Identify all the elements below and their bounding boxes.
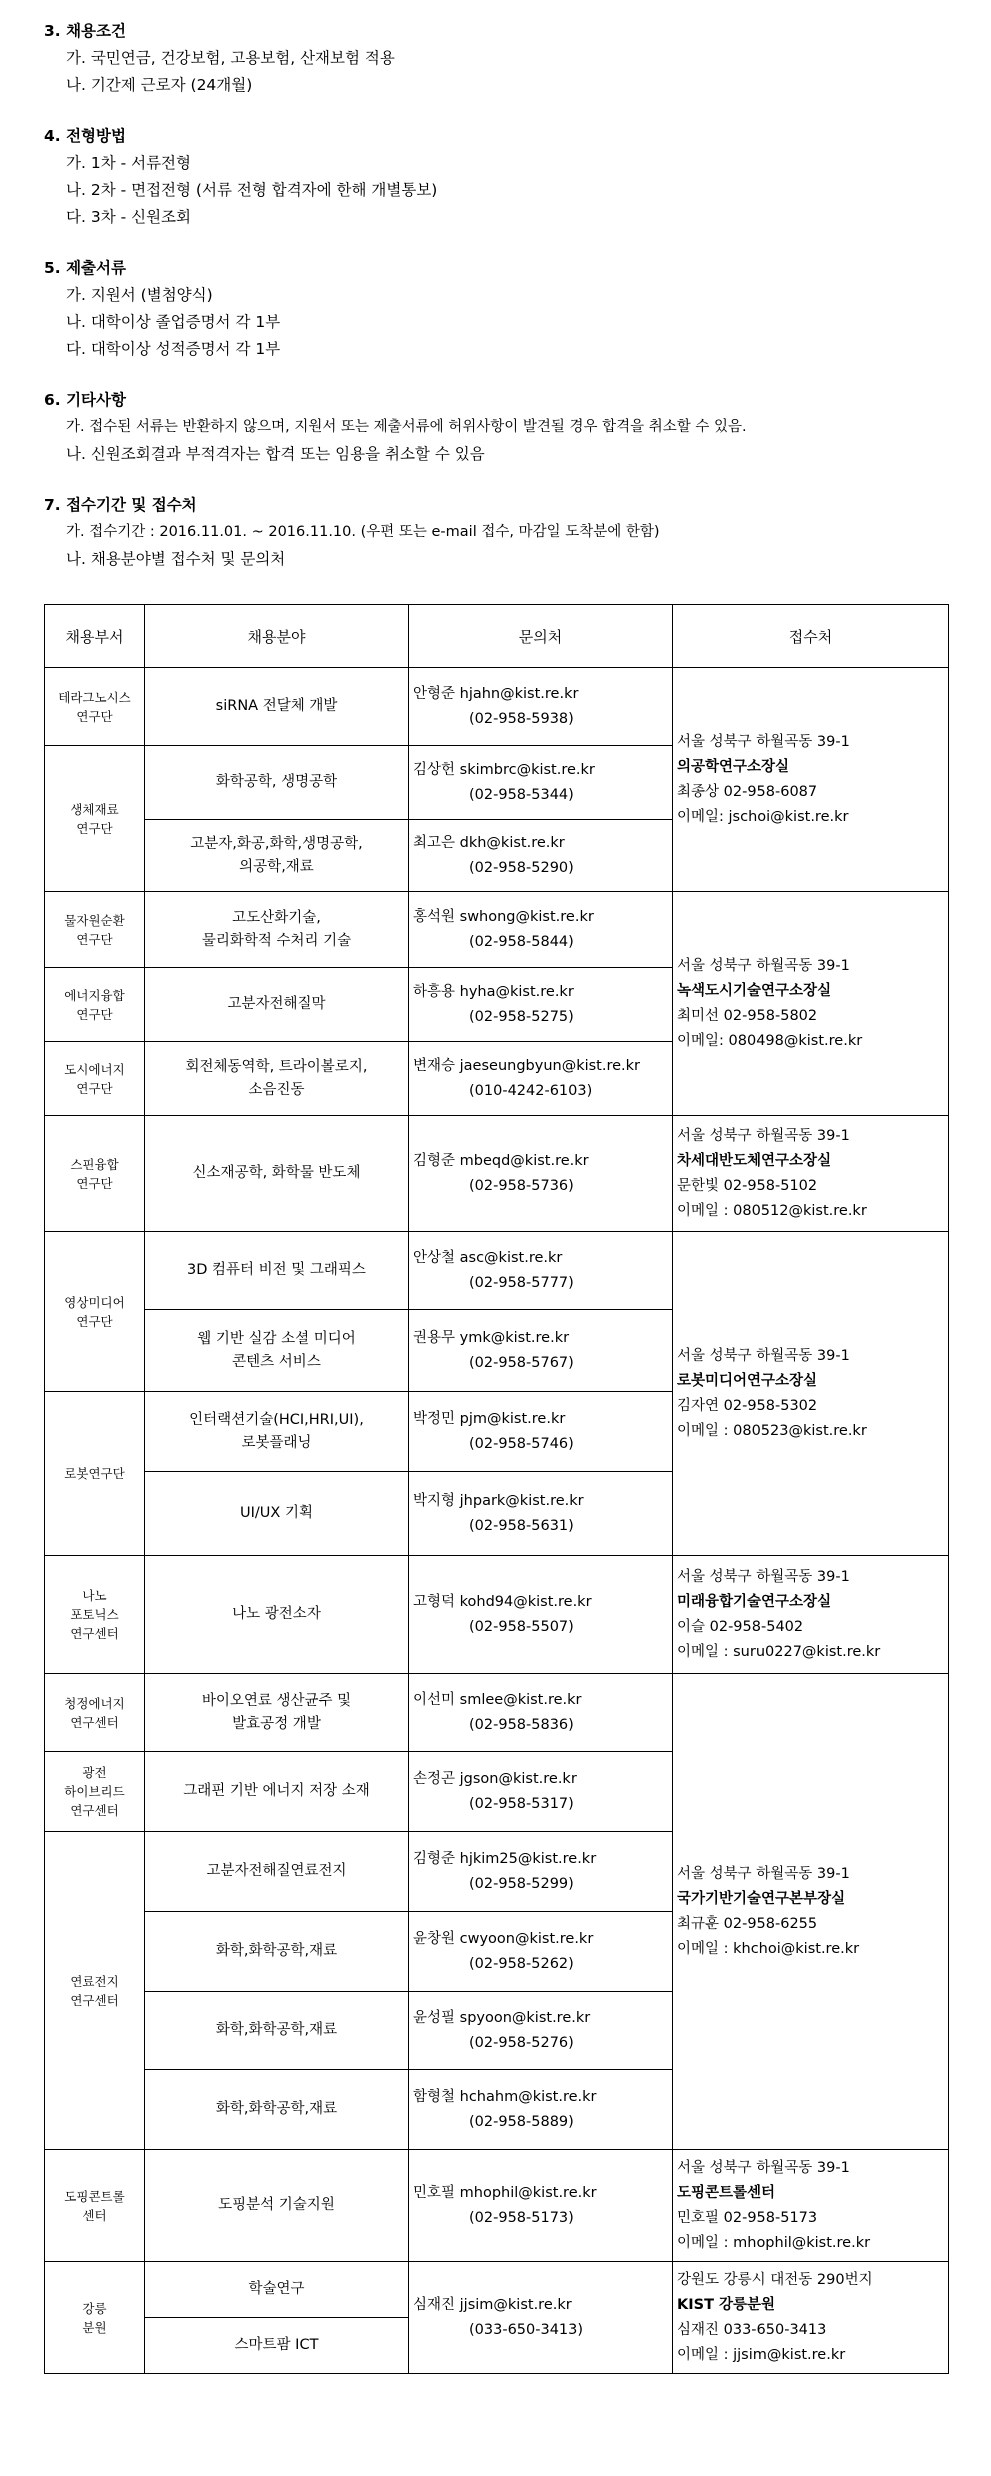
section-item: 나. 기간제 근로자 (24개월) [66,76,253,94]
table-row [45,2262,949,2318]
contact-email-link[interactable]: jjsim@kist.re.kr [459,2296,572,2313]
field-name: 발효공정 개발 [232,1715,321,1732]
dept-name: 테라그노시스 [58,689,131,705]
dept-name: 연구센터 [70,1803,119,1818]
recruitment-table [44,604,949,2374]
dept-name: 분원 [82,2319,107,2335]
field-name: 인터랙션기술(HCI,HRI,UI), [189,1411,364,1428]
field-name: 도핑분석 기술지원 [218,2197,335,2213]
header-contact: 문의처 [409,605,673,668]
contact-phone: (02-958-5777) [469,1274,574,1291]
contact-cell [409,892,673,968]
field-name: 신소재공학, 화학물 반도체 [192,1165,361,1181]
header-field: 채용분야 [145,605,409,668]
section-documents [44,255,964,363]
dept-name: 생체재료 [70,801,119,817]
contact-phone: (02-958-5767) [469,1354,574,1371]
field-name: 나노 광전소자 [232,1606,321,1622]
section-item: 다. 대학이상 성적증명서 각 1부 [66,340,281,358]
contact-name: 윤성필 [413,2009,456,2026]
field-name: 회전체동역학, 트라이볼로지, [185,1058,368,1075]
contact-email-link[interactable]: ymk@kist.re.kr [459,1329,570,1346]
contact-name: 안형준 [413,685,456,702]
field-name: 의공학,재료 [239,858,314,875]
dept-name: 연구센터 [70,1714,119,1730]
field-cell [145,1674,409,1752]
contact-cell [409,1232,673,1310]
contact-cell [409,2070,673,2150]
dept-name: 연구단 [76,1313,113,1329]
contact-cell [409,1674,673,1752]
field-cell [145,1232,409,1310]
contact-line [413,2085,668,2110]
field-cell [145,2070,409,2150]
document-sections [44,18,964,597]
receiver-office: 로봇미디어연구소장실 [677,1372,818,1389]
section-heading: 6. 기타사항 [44,391,126,409]
field-cell [145,1992,409,2070]
section-employment-terms [44,18,964,99]
contact-cell [409,1042,673,1116]
contact-email-link[interactable]: pjm@kist.re.kr [459,1410,566,1427]
section-item: 나. 채용분야별 접수처 및 문의처 [66,550,286,568]
field-name: 웹 기반 실감 소셜 미디어 [197,1330,356,1347]
field-name: 고분자,화공,화학,생명공학, [190,835,363,852]
dept-name: 로봇연구단 [64,1466,125,1481]
receiver-email: 이메일 : jjsim@kist.re.kr [677,2346,846,2363]
receiver-email: 이메일 : suru0227@kist.re.kr [677,1643,881,1660]
contact-line [413,1149,668,1174]
contact-name: 이선미 [413,1691,456,1708]
receiver-cell [673,668,949,892]
dept-cell [45,2150,145,2262]
dept-cell [45,1832,145,2150]
contact-cell [409,2262,673,2374]
receiver-office: 도핑콘트롤센터 [677,2184,776,2201]
section-item: 가. 접수기간 : 2016.11.01. ~ 2016.11.10. (우편 또는 e-mail 접수, 마감일 도착분에 한함) [66,524,660,540]
dept-cell [45,668,145,746]
table-row [45,1556,949,1674]
receiver-address: 서울 성북구 하월곡동 39-1 [677,957,850,974]
receiver-office: 미래융합기술연구소장실 [677,1593,832,1610]
contact-line [413,682,668,707]
contact-line [413,2006,668,2031]
receiver-address: 서울 성북구 하월곡동 39-1 [677,1347,850,1364]
contact-name: 함형철 [413,2088,456,2105]
section-heading: 3. 채용조건 [44,22,126,40]
contact-cell [409,1556,673,1674]
receiver-person: 민호필 02-958-5173 [677,2209,818,2226]
contact-phone: (02-958-5262) [469,1955,574,1972]
table-row [45,668,949,746]
contact-line [413,1407,668,1432]
contact-cell [409,1832,673,1912]
section-item: 가. 1차 - 서류전형 [66,154,192,172]
dept-name: 연구센터 [70,1626,119,1641]
contact-cell [409,1752,673,1832]
contact-line [413,1688,668,1713]
contact-phone: (02-958-5299) [469,1875,574,1892]
section-item: 다. 3차 - 신원조회 [66,208,192,226]
dept-name: 영상미디어 [64,1294,125,1310]
receiver-email: 이메일 : 080512@kist.re.kr [677,1202,867,1219]
contact-name: 손정곤 [413,1770,456,1787]
contact-email-link[interactable]: asc@kist.re.kr [459,1249,563,1266]
contact-email-link[interactable]: mhophil@kist.re.kr [459,2184,597,2201]
contact-phone: (02-958-5275) [469,1008,574,1025]
receiver-email: 이메일: jschoi@kist.re.kr [677,808,849,825]
receiver-person: 심재진 033-650-3413 [677,2321,827,2338]
receiver-cell [673,2262,949,2374]
contact-cell [409,1472,673,1556]
contact-name: 민호필 [413,2184,456,2201]
field-name: 화학,화학공학,재료 [215,2022,338,2038]
dept-name: 도시에너지 [64,1061,125,1077]
receiver-person: 김자연 02-958-5302 [677,1397,818,1414]
contact-phone: (02-958-5889) [469,2113,574,2130]
contact-name: 박정민 [413,1410,456,1427]
dept-name: 강릉 [82,2300,107,2316]
receiver-person: 최미선 02-958-5802 [677,1007,818,1024]
dept-name: 포토닉스 [70,1607,119,1622]
header-receiver: 접수처 [673,605,949,668]
contact-line [413,1767,668,1792]
field-cell [145,1556,409,1674]
receiver-email: 이메일 : 080523@kist.re.kr [677,1422,867,1439]
contact-line [413,758,668,783]
contact-name: 고형덕 [413,1593,456,1610]
section-item: 가. 접수된 서류는 반환하지 않으며, 지원서 또는 제출서류에 허위사항이 발견될 경우 합격을 취소할 수 있음. [66,419,747,435]
section-selection-process [44,123,964,231]
dept-name: 물자원순환 [64,912,125,928]
section-other [44,387,964,468]
contact-name: 김상헌 [413,761,456,778]
dept-cell [45,1232,145,1392]
field-name: 고분자전해질연료전지 [206,1863,347,1879]
contact-cell [409,1392,673,1472]
receiver-office: 국가기반기술연구본부장실 [677,1890,846,1907]
field-cell [145,2150,409,2262]
section-heading: 4. 전형방법 [44,127,126,145]
contact-email-link[interactable]: hyha@kist.re.kr [459,983,574,1000]
contact-line [413,1590,668,1615]
contact-name: 김형준 [413,1850,456,1867]
contact-line [413,1246,668,1271]
receiver-address: 강원도 강릉시 대전동 290번지 [677,2271,873,2288]
table-header-row [45,605,949,668]
field-name: UI/UX 기획 [240,1505,313,1521]
table-row [45,1674,949,1752]
contact-phone: (02-958-5736) [469,1177,574,1194]
contact-phone: (02-958-5276) [469,2034,574,2051]
receiver-address: 서울 성북구 하월곡동 39-1 [677,2159,850,2176]
dept-cell [45,892,145,968]
contact-email-link[interactable]: spyoon@kist.re.kr [459,2009,591,2026]
contact-phone: (02-958-5938) [469,710,574,727]
section-item: 나. 대학이상 졸업증명서 각 1부 [66,313,281,331]
contact-line [413,1326,668,1351]
contact-phone: (02-958-5317) [469,1795,574,1812]
field-name: siRNA 전달체 개발 [215,698,338,714]
contact-name: 박지형 [413,1492,456,1509]
field-name: 화학공학, 생명공학 [215,774,338,790]
table-row [45,1232,949,1310]
contact-name: 심재진 [413,2296,456,2313]
field-name: 3D 컴퓨터 비전 및 그래픽스 [187,1262,366,1278]
field-name: 화학,화학공학,재료 [215,2101,338,2117]
dept-cell [45,1556,145,1674]
contact-phone: (010-4242-6103) [469,1082,593,1099]
field-name: 그래핀 기반 에너지 저장 소재 [183,1783,370,1799]
dept-name: 연구단 [76,1006,113,1022]
receiver-office: 녹색도시기술연구소장실 [677,982,832,999]
receiver-person: 최종상 02-958-6087 [677,783,818,800]
field-name: 학술연구 [248,2281,305,2297]
receiver-address: 서울 성북구 하월곡동 39-1 [677,1568,850,1585]
contact-name: 홍석원 [413,908,456,925]
contact-email-link[interactable]: kohd94@kist.re.kr [459,1593,592,1610]
dept-cell [45,1674,145,1752]
header-dept: 채용부서 [45,605,145,668]
field-name: 고분자전해질막 [227,996,326,1012]
receiver-email: 이메일 : khchoi@kist.re.kr [677,1940,860,1957]
field-cell [145,1752,409,1832]
field-cell [145,1472,409,1556]
contact-email-link[interactable]: mbeqd@kist.re.kr [459,1152,589,1169]
dept-name: 광전 [82,1765,107,1780]
dept-cell [45,1042,145,1116]
dept-cell [45,1116,145,1232]
contact-line [413,980,668,1005]
dept-cell [45,746,145,892]
receiver-cell [673,1674,949,2150]
field-name: 콘텐츠 서비스 [232,1353,321,1370]
contact-line [413,1054,668,1079]
field-name: 소음진동 [248,1081,305,1098]
dept-name: 도핑콘트롤 [64,2188,125,2204]
contact-email-link[interactable]: skimbrc@kist.re.kr [459,761,595,778]
section-application [44,492,964,573]
dept-name: 연구단 [76,1175,113,1191]
receiver-cell [673,1232,949,1556]
dept-name: 나노 [82,1588,107,1603]
field-name: 바이오연료 생산균주 및 [201,1692,352,1709]
field-cell [145,1832,409,1912]
field-cell [145,2318,409,2374]
contact-line [413,905,668,930]
contact-phone: (02-958-5844) [469,933,574,950]
field-name: 물리화학적 수처리 기술 [201,932,352,949]
field-cell [145,968,409,1042]
contact-email-link[interactable]: jhpark@kist.re.kr [459,1492,584,1509]
contact-email-link[interactable]: hjahn@kist.re.kr [459,685,579,702]
contact-email-link[interactable]: jaeseungbyun@kist.re.kr [459,1057,641,1074]
dept-name: 연구단 [76,708,113,724]
contact-phone: (02-958-5290) [469,859,574,876]
contact-cell [409,1116,673,1232]
dept-cell [45,1752,145,1832]
table-row [45,2150,949,2262]
contact-cell [409,746,673,820]
contact-phone: (02-958-5173) [469,2209,574,2226]
contact-name: 안상철 [413,1249,456,1266]
field-cell [145,1310,409,1392]
receiver-office: 차세대반도체연구소장실 [677,1152,832,1169]
field-cell [145,1116,409,1232]
contact-phone: (02-958-5344) [469,786,574,803]
receiver-address: 서울 성북구 하월곡동 39-1 [677,1865,850,1882]
dept-name: 연구단 [76,1080,113,1096]
contact-cell [409,1992,673,2070]
table-row [45,1116,949,1232]
field-name: 로봇플래닝 [241,1434,312,1451]
receiver-person: 문한빛 02-958-5102 [677,1177,818,1194]
receiver-cell [673,892,949,1116]
contact-line [413,2181,668,2206]
contact-name: 윤창원 [413,1930,456,1947]
contact-line [413,2293,668,2318]
contact-name: 권용무 [413,1329,456,1346]
receiver-email: 이메일: 080498@kist.re.kr [677,1032,863,1049]
receiver-office: KIST 강릉분원 [677,2296,776,2313]
section-heading: 7. 접수기간 및 접수처 [44,496,197,514]
dept-name: 연료전지 [70,1973,119,1989]
contact-line [413,1847,668,1872]
contact-phone: (02-958-5836) [469,1716,574,1733]
dept-cell [45,2262,145,2374]
field-cell [145,2262,409,2318]
dept-name: 청정에너지 [64,1695,125,1711]
contact-email-link[interactable]: cwyoon@kist.re.kr [459,1930,594,1947]
section-item: 나. 2차 - 면접전형 (서류 전형 합격자에 한해 개별통보) [66,181,438,199]
contact-name: 최고은 [413,834,456,851]
receiver-address: 서울 성북구 하월곡동 39-1 [677,733,850,750]
dept-name: 센터 [82,2207,107,2223]
receiver-person: 이슬 02-958-5402 [677,1618,804,1635]
contact-cell [409,1310,673,1392]
contact-email-link[interactable]: hchahm@kist.re.kr [459,2088,597,2105]
section-item: 가. 국민연금, 건강보험, 고용보험, 산재보험 적용 [66,49,395,67]
contact-name: 김형준 [413,1152,456,1169]
receiver-cell [673,1116,949,1232]
contact-cell [409,820,673,892]
field-name: 고도산화기술, [232,909,321,926]
contact-phone: (033-650-3413) [469,2321,584,2338]
section-item: 가. 지원서 (별첨양식) [66,286,213,304]
dept-name: 에너지융합 [64,987,125,1003]
field-name: 스마트팜 ICT [234,2337,319,2353]
contact-phone: (02-958-5507) [469,1618,574,1635]
field-cell [145,892,409,968]
contact-email-link[interactable]: swhong@kist.re.kr [459,908,594,925]
receiver-person: 최규훈 02-958-6255 [677,1915,818,1932]
contact-phone: (02-958-5631) [469,1517,574,1534]
contact-email-link[interactable]: dkh@kist.re.kr [459,834,565,851]
field-cell [145,1392,409,1472]
dept-name: 하이브리드 [64,1784,125,1799]
contact-email-link[interactable]: hjkim25@kist.re.kr [459,1850,597,1867]
contact-name: 변재승 [413,1057,456,1074]
dept-name: 스핀융합 [70,1156,119,1172]
section-item: 나. 신원조회결과 부적격자는 합격 또는 임용을 취소할 수 있음 [66,445,485,463]
dept-name: 연구센터 [70,1992,119,2008]
contact-cell [409,1912,673,1992]
field-cell [145,1042,409,1116]
contact-cell [409,968,673,1042]
contact-phone: (02-958-5746) [469,1435,574,1452]
receiver-address: 서울 성북구 하월곡동 39-1 [677,1127,850,1144]
receiver-cell [673,2150,949,2262]
dept-name: 연구단 [76,820,113,836]
table-row [45,892,949,968]
field-cell [145,820,409,892]
contact-cell [409,2150,673,2262]
contact-line [413,1489,668,1514]
receiver-email: 이메일 : mhophil@kist.re.kr [677,2234,871,2251]
dept-name: 연구단 [76,931,113,947]
receiver-cell [673,1556,949,1674]
section-heading: 5. 제출서류 [44,259,126,277]
receiver-office: 의공학연구소장실 [677,758,790,775]
contact-email-link[interactable]: smlee@kist.re.kr [459,1691,582,1708]
contact-line [413,1927,668,1952]
field-cell [145,1912,409,1992]
contact-name: 하흥용 [413,983,456,1000]
dept-cell [45,968,145,1042]
field-cell [145,668,409,746]
field-name: 화학,화학공학,재료 [215,1943,338,1959]
contact-cell [409,668,673,746]
dept-cell [45,1392,145,1556]
field-cell [145,746,409,820]
contact-line [413,831,668,856]
contact-email-link[interactable]: jgson@kist.re.kr [459,1770,577,1787]
